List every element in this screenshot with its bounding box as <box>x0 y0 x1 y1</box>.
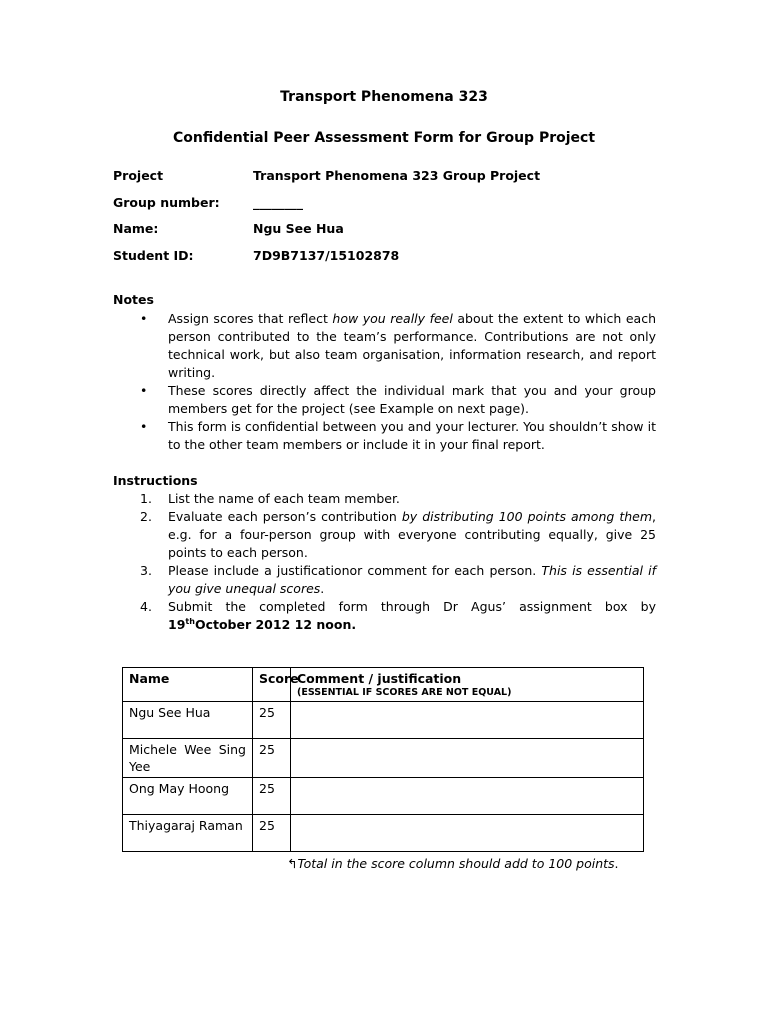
document-title: Transport Phenomena 323 <box>280 89 488 105</box>
member-score[interactable]: 25 <box>253 815 291 852</box>
instruction-text: . <box>320 581 325 596</box>
deadline-ordinal: th <box>185 616 195 626</box>
bullet-icon: • <box>140 383 148 398</box>
member-comment[interactable] <box>291 815 644 852</box>
table-row <box>123 778 644 815</box>
note-text: This form is confidential between you and your lecturer. You shouldn’t show it to the other team members or include it in your final report. <box>168 419 656 452</box>
instruction-number: 1. <box>140 491 152 506</box>
info-row-group-number <box>113 195 673 213</box>
instruction-number: 3. <box>140 563 152 578</box>
instruction-text: Evaluate each person’s contribution <box>168 509 402 524</box>
instruction-item <box>113 562 656 598</box>
note-item <box>113 310 656 382</box>
bullet-icon: • <box>140 311 148 326</box>
peer-score-table <box>122 667 644 852</box>
info-label: Name: <box>113 221 159 236</box>
info-value: Ngu See Hua <box>253 221 344 236</box>
header-comment <box>291 668 644 702</box>
table-row <box>123 702 644 739</box>
table-row <box>123 815 644 852</box>
instruction-text: , e.g. for a four-person group with everyone contributing equally, give 25 points to each person. <box>168 509 656 560</box>
member-comment[interactable] <box>291 702 644 739</box>
member-score[interactable]: 25 <box>253 778 291 815</box>
instruction-text: Submit the completed form through Dr Agus’ assignment box by <box>168 599 656 614</box>
info-label: Project <box>113 168 164 183</box>
header-comment-note: (ESSENTIAL IF SCORES ARE NOT EQUAL) <box>297 687 512 698</box>
info-label: Student ID: <box>113 248 194 263</box>
deadline-period: . <box>351 617 357 632</box>
member-comment[interactable] <box>291 739 644 778</box>
member-score[interactable]: 25 <box>253 739 291 778</box>
info-row-student-id <box>113 248 673 266</box>
note-item <box>113 418 656 454</box>
instructions-heading: Instructions <box>113 473 198 488</box>
bullet-icon: • <box>140 419 148 434</box>
member-name: Ngu See Hua <box>123 702 253 739</box>
total-note <box>287 856 619 871</box>
note-text: Assign scores that reflect <box>168 311 333 326</box>
header-score: Score <box>253 668 291 702</box>
table-header-row <box>123 668 644 702</box>
member-score[interactable]: 25 <box>253 702 291 739</box>
member-name: Michele Wee Sing Yee <box>123 739 253 778</box>
note-emphasis: how you really feel <box>332 311 453 326</box>
info-row-project <box>113 168 673 186</box>
note-text: about the extent to which each person contributed to the team’s performance. Contributions are not only technical work, but also team organisation, information research, and report writing. <box>168 311 656 380</box>
header-name: Name <box>123 668 253 702</box>
info-row-name <box>113 221 673 239</box>
total-note-period: . <box>614 856 619 871</box>
deadline-day: 19 <box>168 617 186 632</box>
info-label: Group number: <box>113 195 220 210</box>
info-value: 7D9B7137/15102878 <box>253 248 400 263</box>
notes-heading: Notes <box>113 292 154 307</box>
arrow-up-icon: ↰ <box>287 856 298 871</box>
header-comment-label: Comment / justification <box>297 671 462 686</box>
member-comment[interactable] <box>291 778 644 815</box>
info-value: Transport Phenomena 323 Group Project <box>253 168 541 183</box>
table-row <box>123 739 644 778</box>
instruction-item <box>113 490 656 508</box>
note-item <box>113 382 656 418</box>
member-name: Thiyagaraj Raman <box>123 815 253 852</box>
instructions-list <box>113 490 656 634</box>
instruction-number: 2. <box>140 509 152 524</box>
note-text: These scores directly affect the individual mark that you and your group members get for the project (see Example on next page). <box>168 383 656 416</box>
instruction-text: Please include a justificationor comment for each person. <box>168 563 542 578</box>
total-note-text: Total in the score column should add to 100 points <box>297 856 615 871</box>
instruction-number: 4. <box>140 599 152 614</box>
instruction-emphasis: by distributing 100 points among them <box>401 509 653 524</box>
instruction-text: List the name of each team member. <box>168 491 400 506</box>
deadline-date: October 2012 12 noon <box>194 617 352 632</box>
notes-list <box>113 310 656 454</box>
instruction-item <box>113 598 656 634</box>
info-value: ________ <box>253 195 303 210</box>
instruction-item <box>113 508 656 562</box>
document-subtitle: Confidential Peer Assessment Form for Group Project <box>172 130 596 146</box>
member-name: Ong May Hoong <box>123 778 253 815</box>
instruction-emphasis: This is essential if you give unequal scores <box>168 563 656 596</box>
